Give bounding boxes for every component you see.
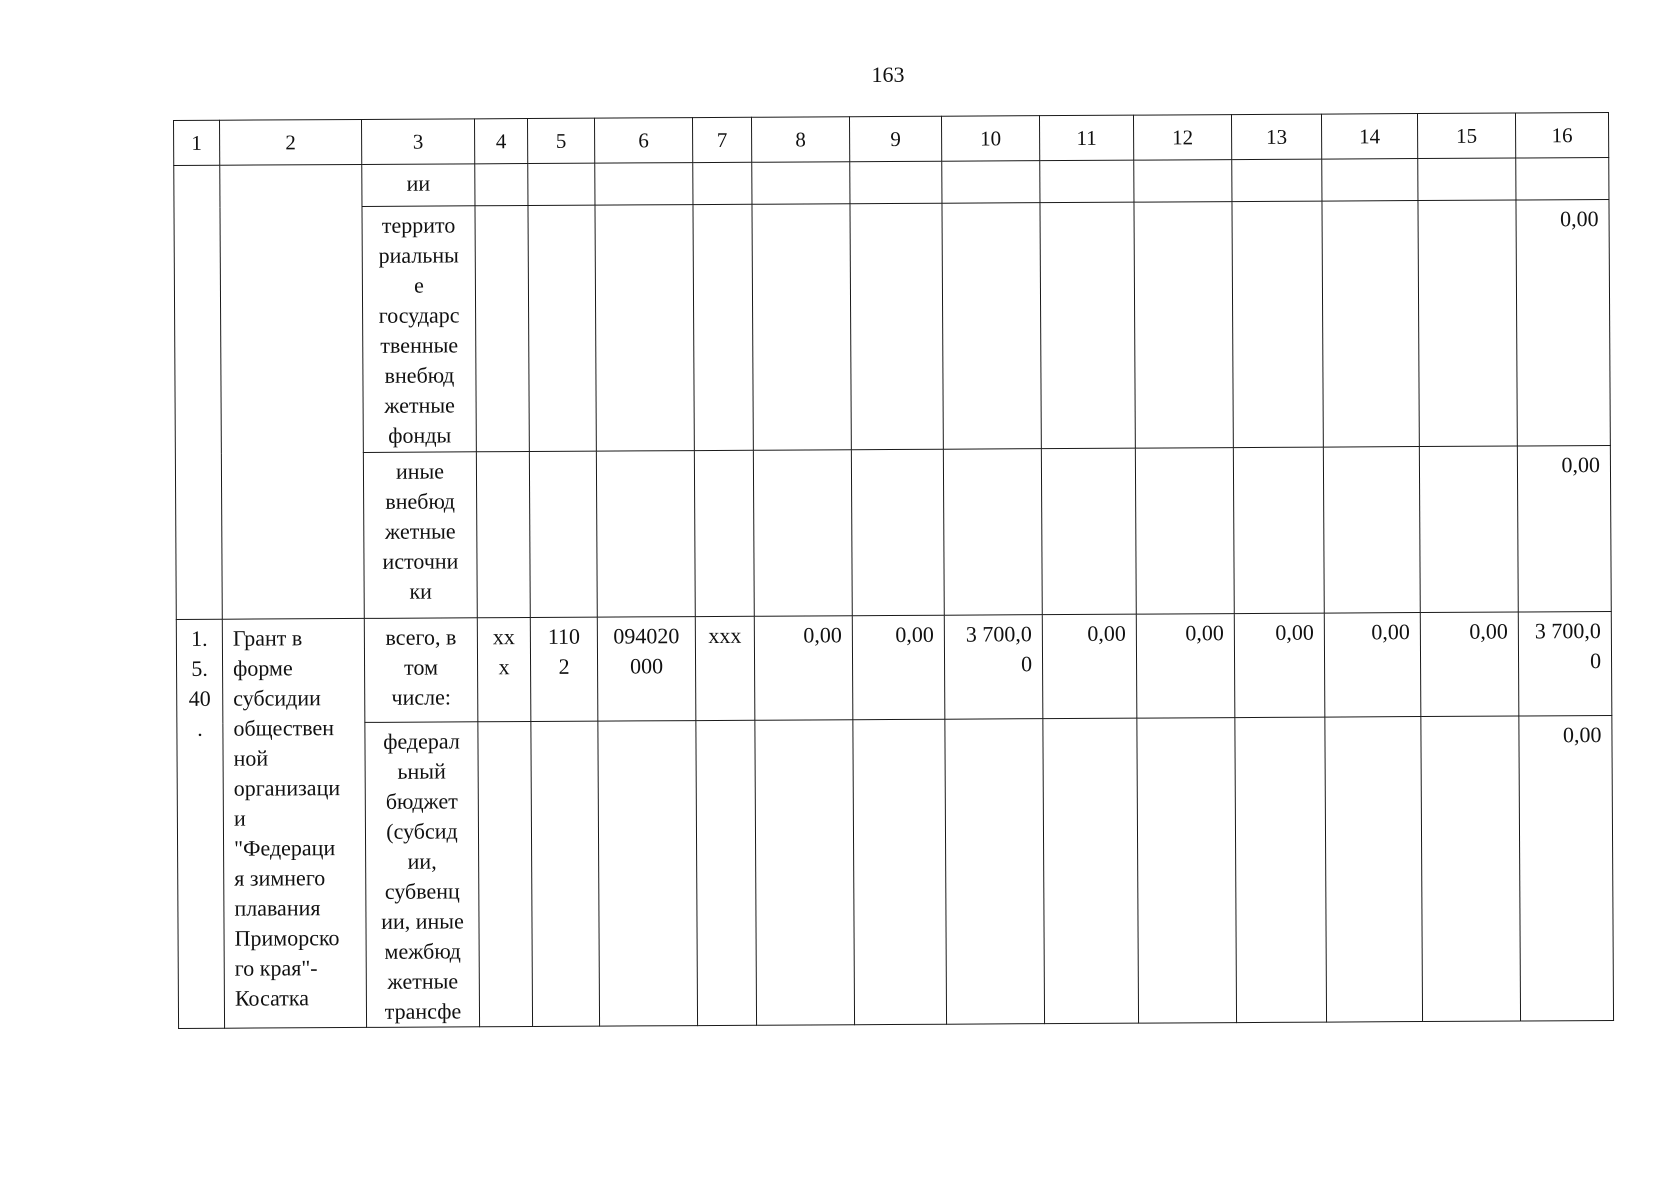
cell-code: 110 2 [530, 617, 598, 721]
column-header: 7 [692, 117, 751, 162]
header-row [174, 112, 1609, 165]
column-header: 2 [220, 119, 362, 165]
column-header: 6 [594, 118, 692, 164]
cell-name-empty [220, 164, 365, 619]
column-header: 8 [751, 117, 849, 163]
cell-item-number: 1. 5. 40 . [176, 619, 224, 1028]
cell-source: иные внебюд жетные источни ки [363, 452, 477, 619]
cell-value: 3 700,0 0 [1518, 611, 1612, 716]
column-header: 4 [474, 119, 527, 164]
cell-value: 3 700,0 0 [944, 615, 1043, 720]
column-header: 3 [361, 119, 474, 165]
column-header: 12 [1133, 115, 1231, 161]
cell-value: 0,00 [754, 616, 853, 721]
cell-source: всего, в том числе: [364, 618, 478, 723]
table-row [176, 611, 1612, 723]
cell-number-empty [174, 165, 223, 619]
cell-code: 094020 000 [597, 617, 696, 722]
table-row [175, 445, 1611, 619]
cell-value: 0,00 [1517, 445, 1611, 612]
cell-value: 0,00 [1420, 612, 1519, 717]
cell-value: 0,00 [852, 615, 945, 720]
cell-value: 0,00 [1234, 613, 1325, 718]
page-number: 163 [871, 62, 905, 87]
budget-table [173, 112, 1614, 1029]
column-header: 10 [941, 116, 1039, 162]
cell-value: 0,00 [1042, 614, 1137, 719]
column-header: 16 [1515, 112, 1608, 158]
cell-value: 0,00 [1136, 614, 1235, 719]
cell-code: ххх [695, 616, 755, 720]
column-header: 13 [1231, 114, 1321, 160]
cell-value: 0,00 [1324, 613, 1421, 718]
column-header: 5 [527, 118, 594, 163]
cell-source: ии [362, 164, 475, 207]
column-header: 14 [1321, 114, 1417, 160]
cell-value: 0,00 [1519, 715, 1614, 1021]
cell-source: террито риальны е государс твенные внебюд жетные фонды [362, 206, 476, 453]
table-row [174, 199, 1610, 453]
column-header: 1 [174, 120, 220, 165]
column-header: 11 [1039, 115, 1133, 161]
cell-item-name: Грант в форме субсидии обществен ной организаци и "Федераци я зимнего плавания Приморско го края"- Косатка [222, 618, 366, 1028]
column-header: 9 [849, 116, 941, 162]
table-row [177, 715, 1614, 1028]
cell-source: федерал ьный бюджет (субсид ии, субвенц ии, иные межбюд жетные трансфе [365, 722, 480, 1028]
column-header: 15 [1417, 113, 1515, 159]
cell-code: хх х [477, 618, 531, 722]
cell-value: 0,00 [1516, 199, 1610, 446]
